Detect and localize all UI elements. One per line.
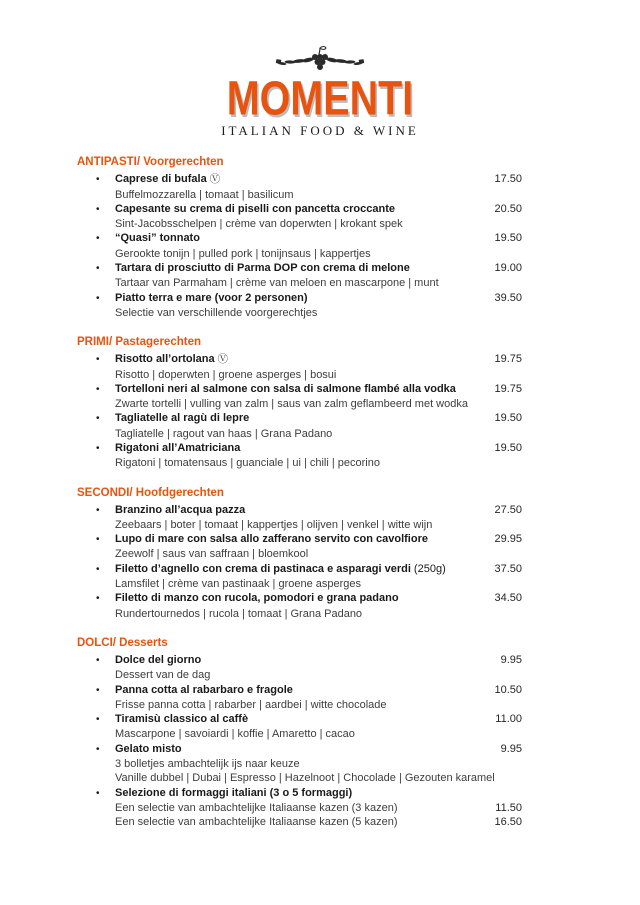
menu-item-price: 11.50 [495,801,522,814]
menu-item-price: 17.50 [494,173,522,186]
menu-item-price: 19.00 [494,262,522,275]
bullet-icon: • [96,203,100,215]
menu-item-row [77,683,522,698]
menu-item-name: Caprese di bufala Ⓥ [115,173,221,186]
menu-item-price: 19.75 [494,353,522,366]
menu-item-row [77,532,522,547]
menu-section [77,485,522,621]
menu-item-desc-text: Gerookte tonijn | pulled pork | tonijnsaus | kappertjes [115,247,371,260]
bullet-icon: • [96,714,100,726]
menu-item-desc-text: Frisse panna cotta | rabarber | aardbei | witte chocolade [115,698,387,711]
menu-item-price: 37.50 [494,562,522,575]
menu-item-price: 34.50 [494,592,522,605]
vegetarian-icon: Ⓥ [206,173,221,186]
menu-item-name: Tortelloni neri al salmone con salsa di salmone flambé alla vodka [115,382,456,395]
bullet-icon: • [96,654,100,666]
menu-item-desc-text: Zeewolf | saus van saffraan | bloemkool [115,548,309,561]
menu-item-name: Filetto di manzo con rucola, pomodori e grana padano [115,592,399,605]
menu-item-desc-text: Vanille dubbel | Dubai | Espresso | Hazelnoot | Chocolade | Gezouten karamel [115,772,495,785]
bullet-icon: • [96,383,100,395]
section-heading: DOLCI/ Desserts [77,636,168,649]
item-weight-suffix: (250g) [410,562,446,575]
bullet-icon: • [96,593,100,605]
menu-item-desc [77,188,522,202]
menu-item-row [77,712,522,727]
menu-item-price: 11.00 [495,713,522,726]
menu-item-desc [77,247,522,261]
menu-item-row [77,291,522,306]
vegetarian-icon: Ⓥ [214,353,229,366]
menu-item-desc [77,217,522,231]
bullet-icon: • [96,233,100,245]
menu-item-row [77,411,522,426]
restaurant-logo [0,0,640,139]
bullet-icon: • [96,413,100,425]
bullet-icon: • [96,354,100,366]
bullet-icon: • [96,292,100,304]
menu-item-name: Gelato misto [115,742,182,755]
menu-item-price: 39.50 [494,291,522,304]
brand-title: MOMENTI [226,70,414,125]
menu-item-price: 20.50 [494,202,522,215]
menu-item-name: Branzino all’acqua pazza [115,503,246,516]
menu-item-price: 29.95 [494,533,522,546]
menu-sections [77,154,522,829]
menu-item-desc [77,801,522,815]
menu-item-name: Lupo di mare con salsa allo zafferano servito con cavolfiore [115,533,428,546]
menu-item-name: Risotto all’ortolana Ⓥ [115,353,229,366]
menu-item-desc [77,427,522,441]
menu-item-desc [77,368,522,382]
menu-item-desc [77,577,522,591]
menu-item-row [77,503,522,518]
menu-item-name: Dolce del giorno [115,653,202,666]
menu-item-desc [77,456,522,470]
menu-item-name: Tagliatelle al ragù di lepre [115,412,250,425]
menu-item-row [77,231,522,246]
bullet-icon: • [96,684,100,696]
menu-item-name: “Quasi” tonnato [115,232,200,245]
menu-item-row [77,786,522,801]
menu-item-desc-text: Tartaar van Parmaham | crème van meloen en mascarpone | munt [115,277,439,290]
menu-item-price: 16.50 [494,816,522,829]
menu-item-name: Rigatoni all’Amatriciana [115,441,241,454]
menu-item-desc-text: Dessert van de dag [115,669,211,682]
menu-item-desc-text: Rigatoni | tomatensaus | guanciale | ui | chili | pecorino [115,457,380,470]
section-heading: PRIMI/ Pastagerechten [77,336,201,349]
menu-item-price: 10.50 [494,683,522,696]
menu-item-desc [77,276,522,290]
menu-item-name: Filetto d’agnello con crema di pastinaca e asparagi verdi (250g) [115,562,446,575]
menu-item-desc [77,547,522,561]
bullet-icon: • [96,563,100,575]
menu-item-desc-text: Tagliatelle | ragout van haas | Grana Padano [115,427,333,440]
menu-item-row [77,382,522,397]
bullet-icon: • [96,743,100,755]
menu-item-price: 19.50 [494,412,522,425]
menu-item-name: Panna cotta al rabarbaro e fragole [115,683,293,696]
menu-item-row [77,261,522,276]
menu-item-row [77,172,522,187]
menu-item-desc-text: Zwarte tortelli | vulling van zalm | saus van zalm geflambeerd met wodka [115,398,468,411]
menu-item-desc [77,607,522,621]
menu-item-desc-text: Buffelmozzarella | tomaat | basilicum [115,188,294,201]
menu-item-desc [77,698,522,712]
section-heading: ANTIPASTI/ Voorgerechten [77,156,224,169]
bullet-icon: • [96,174,100,186]
bullet-icon: • [96,263,100,275]
section-heading: SECONDI/ Hoofdgerechten [77,486,224,499]
bullet-icon: • [96,442,100,454]
menu-item-name: Tiramisù classico al caffè [115,713,249,726]
menu-item-row [77,742,522,757]
menu-item-desc [77,668,522,682]
menu-item-row [77,591,522,606]
menu-item-desc-text: Selectie van verschillende voorgerechtjes [115,306,318,319]
menu-item-price: 9.95 [500,653,522,666]
menu-section [77,154,522,320]
menu-item-desc [77,771,522,785]
menu-item-desc-text: Risotto | doperwten | groene asperges | bosui [115,368,337,381]
bullet-icon: • [96,504,100,516]
menu-item-desc-text: Lamsfilet | crème van pastinaak | groene asperges [115,578,362,591]
menu-section [77,334,522,470]
menu-item-desc [77,815,522,829]
menu-item-desc-text: Mascarpone | savoiardi | koffie | Amaretto | cacao [115,728,355,741]
brand-subtitle: ITALIAN FOOD & WINE [221,123,419,139]
menu-item-desc-text: Zeebaars | boter | tomaat | kappertjes | olijven | venkel | witte wijn [115,518,433,531]
menu-section [77,635,522,830]
menu-item-row [77,352,522,367]
menu-item-desc-text: Sint-Jacobsschelpen | crème van doperwten | krokant spek [115,218,403,231]
menu-item-desc [77,306,522,320]
menu-item-desc [77,727,522,741]
menu-item-price: 27.50 [494,503,522,516]
menu-item-price: 19.75 [494,382,522,395]
menu-item-row [77,441,522,456]
bullet-icon: • [96,787,100,799]
menu-item-price: 9.95 [500,742,522,755]
menu-item-desc [77,397,522,411]
menu-item-desc-text: Rundertournedos | rucola | tomaat | Grana Padano [115,607,363,620]
bullet-icon: • [96,534,100,546]
menu-item-name: Tartara di prosciutto di Parma DOP con crema di melone [115,262,410,275]
menu-item-row [77,653,522,668]
menu-item-name: Piatto terra e mare (voor 2 personen) [115,291,308,304]
menu-item-row [77,202,522,217]
menu-item-price: 19.50 [494,232,522,245]
menu-item-name: Selezione di formaggi italiani (3 o 5 formaggi) [115,786,353,799]
menu-item-desc-text: Een selectie van ambachtelijke Italiaanse kazen (5 kazen) [115,816,398,829]
menu-item-name: Capesante su crema di piselli con pancetta croccante [115,202,395,215]
menu-item-desc [77,518,522,532]
menu-item-desc-text: Een selectie van ambachtelijke Italiaanse kazen (3 kazen) [115,801,398,814]
menu-item-desc-text: 3 bolletjes ambachtelijk ijs naar keuze [115,758,300,771]
menu-item-row [77,562,522,577]
menu-item-desc [77,757,522,771]
menu-item-price: 19.50 [494,441,522,454]
